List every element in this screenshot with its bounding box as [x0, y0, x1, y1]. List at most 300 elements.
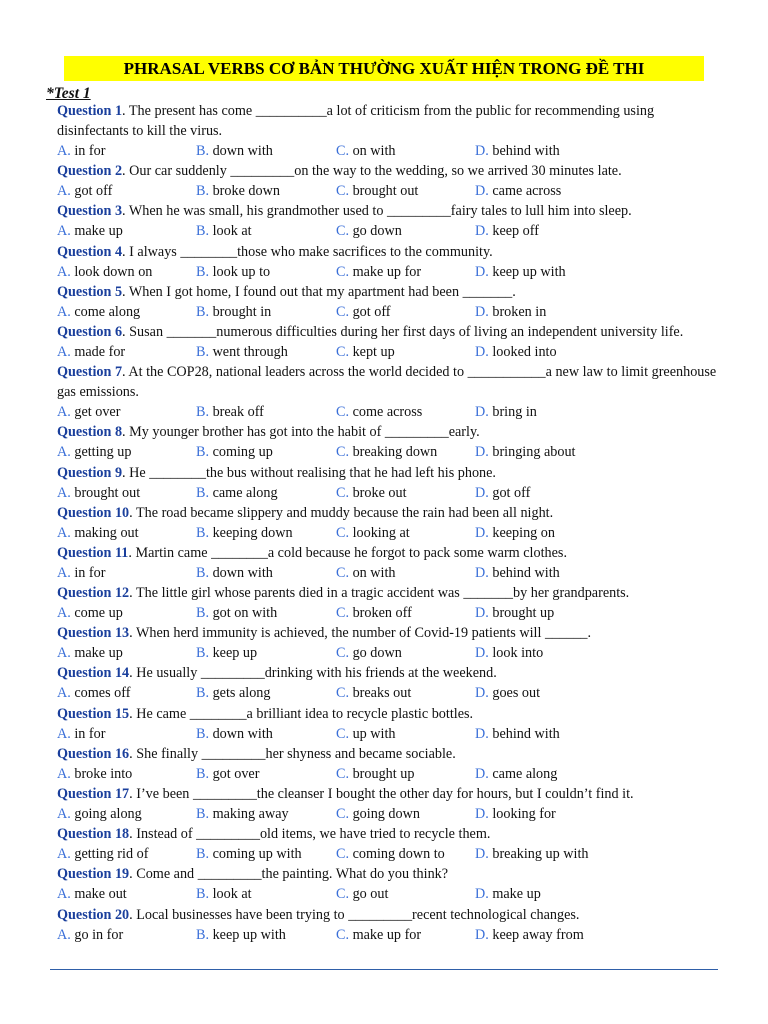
option-letter: C.	[336, 725, 350, 742]
question-number: Question 11	[57, 544, 129, 561]
option-letter: B.	[196, 343, 210, 360]
question-stem	[57, 704, 722, 724]
option-text: breaking down	[349, 444, 438, 461]
option-text: down with	[209, 725, 273, 742]
option-letter: C.	[336, 806, 350, 822]
option-text: break off	[209, 404, 264, 421]
option-letter: A.	[57, 223, 71, 240]
question-text: . The present has come __________a lot of criticism from the public for recommending using disinfectants to kill the virus.	[57, 103, 655, 139]
option-letter: D.	[475, 263, 489, 280]
question-item	[57, 663, 722, 703]
option-a	[57, 884, 127, 904]
answer-options	[57, 925, 722, 945]
answer-options	[57, 302, 722, 322]
question-number: Question 16	[57, 745, 130, 762]
option-text: behind with	[488, 143, 560, 159]
option-b	[196, 804, 289, 824]
option-text: make out	[70, 886, 127, 903]
option-letter: C.	[336, 263, 350, 280]
question-number: Question 18	[57, 826, 130, 843]
document-title: PHRASAL VERBS CƠ BẢN THƯỜNG XUẤT HIỆN TRONG ĐỀ THI	[64, 56, 704, 81]
question-item	[57, 101, 722, 161]
option-letter: A.	[57, 303, 71, 320]
question-item	[57, 201, 722, 241]
option-b	[196, 442, 273, 462]
option-text: on with	[349, 564, 396, 581]
option-c	[336, 844, 445, 864]
option-b	[196, 884, 252, 904]
option-text: got off	[488, 484, 531, 501]
option-text: came along	[209, 484, 278, 501]
question-stem	[57, 784, 722, 804]
option-d	[475, 262, 566, 282]
question-text: . My younger brother has got into the habit of _________early.	[122, 424, 480, 441]
option-letter: C.	[336, 765, 350, 782]
answer-options	[57, 262, 722, 282]
option-letter: D.	[475, 886, 489, 903]
option-text: going down	[349, 806, 420, 822]
option-c	[336, 603, 412, 623]
answer-options	[57, 603, 722, 623]
option-b	[196, 221, 252, 241]
option-text: goes out	[488, 685, 541, 702]
option-a	[57, 683, 130, 703]
question-text: . He came ________a brilliant idea to recycle plastic bottles.	[129, 705, 474, 722]
option-letter: A.	[57, 183, 71, 200]
option-letter: B.	[196, 926, 210, 943]
question-stem	[57, 824, 722, 844]
question-number: Question 19	[57, 866, 130, 883]
option-a	[57, 925, 123, 945]
question-stem	[57, 201, 722, 221]
question-stem	[57, 623, 722, 643]
option-b	[196, 563, 273, 583]
option-text: made for	[70, 343, 126, 360]
option-text: coming up	[209, 444, 273, 461]
option-c	[336, 764, 414, 784]
question-text: . Martin came ________a cold because he forgot to pack some warm clothes.	[128, 544, 567, 561]
option-b	[196, 523, 293, 543]
question-text: . When I got home, I found out that my apartment had been _______.	[122, 283, 516, 300]
option-text: keeping down	[209, 524, 293, 541]
option-text: kept up	[349, 343, 395, 360]
question-stem	[57, 583, 722, 603]
option-letter: D.	[475, 223, 489, 240]
option-letter: A.	[57, 806, 71, 822]
question-number: Question 2	[57, 163, 123, 180]
option-text: look down on	[70, 263, 153, 280]
question-text: . The little girl whose parents died in a tragic accident was _______by her grandparents.	[129, 585, 630, 602]
option-text: go in for	[70, 926, 124, 943]
option-letter: D.	[475, 343, 489, 360]
option-text: broken in	[488, 303, 547, 320]
option-letter: C.	[336, 645, 350, 662]
question-item	[57, 784, 722, 824]
option-letter: B.	[196, 806, 210, 822]
answer-options	[57, 563, 722, 583]
option-d	[475, 884, 541, 904]
option-text: make up	[70, 223, 123, 240]
option-text: come along	[70, 303, 141, 320]
option-text: brought up	[488, 605, 555, 622]
question-stem	[57, 864, 722, 884]
question-text: . Local businesses have been trying to _________recent technological changes.	[129, 906, 580, 923]
option-letter: D.	[475, 444, 489, 461]
option-text: look at	[209, 886, 252, 903]
option-c	[336, 302, 391, 322]
option-d	[475, 442, 576, 462]
answer-options	[57, 221, 722, 241]
option-text: make up for	[349, 926, 422, 943]
option-c	[336, 563, 396, 583]
option-text: come across	[349, 404, 423, 421]
option-text: up with	[349, 725, 396, 742]
question-text: . He usually _________drinking with his friends at the weekend.	[129, 665, 497, 682]
answer-options	[57, 844, 722, 864]
option-a	[57, 342, 125, 362]
option-text: comes off	[70, 685, 131, 702]
option-text: making out	[70, 524, 139, 541]
answer-options	[57, 141, 722, 161]
option-letter: D.	[475, 524, 489, 541]
answer-options	[57, 724, 722, 744]
question-number: Question 12	[57, 585, 130, 602]
option-text: looking at	[349, 524, 410, 541]
option-letter: A.	[57, 605, 71, 622]
question-text: . She finally _________her shyness and became sociable.	[129, 745, 456, 762]
question-item	[57, 503, 722, 543]
option-letter: D.	[475, 605, 489, 622]
option-letter: D.	[475, 725, 489, 742]
option-letter: D.	[475, 806, 489, 822]
option-d	[475, 221, 539, 241]
question-text: . Susan _______numerous difficulties during her first days of living an independent university life.	[122, 323, 684, 340]
option-text: behind with	[488, 564, 560, 581]
question-item	[57, 282, 722, 322]
question-text: . Come and _________the painting. What do you think?	[129, 866, 449, 883]
option-d	[475, 563, 560, 583]
option-letter: D.	[475, 765, 489, 782]
option-letter: C.	[336, 605, 350, 622]
question-number: Question 14	[57, 665, 130, 682]
option-d	[475, 483, 530, 503]
question-number: Question 13	[57, 625, 130, 642]
answer-options	[57, 181, 722, 201]
option-letter: A.	[57, 564, 71, 581]
option-text: keeping on	[488, 524, 555, 541]
question-number: Question 7	[57, 364, 123, 381]
option-text: went through	[209, 343, 288, 360]
option-text: got on with	[209, 605, 278, 622]
option-a	[57, 483, 140, 503]
test-label: *Test 1	[46, 85, 91, 102]
option-c	[336, 342, 395, 362]
option-text: coming up with	[209, 846, 302, 863]
question-number: Question 5	[57, 283, 123, 300]
question-stem	[57, 503, 722, 523]
question-item	[57, 704, 722, 744]
option-letter: D.	[475, 564, 489, 581]
question-item	[57, 322, 722, 362]
option-a	[57, 302, 140, 322]
option-text: down with	[209, 564, 273, 581]
option-letter: D.	[475, 183, 489, 200]
option-letter: B.	[196, 685, 210, 702]
option-letter: C.	[336, 685, 350, 702]
option-letter: B.	[196, 524, 210, 541]
question-stem	[57, 362, 722, 402]
option-b	[196, 764, 259, 784]
option-b	[196, 181, 280, 201]
option-text: got off	[70, 183, 113, 200]
option-letter: C.	[336, 223, 350, 240]
option-letter: B.	[196, 484, 210, 501]
option-letter: B.	[196, 263, 210, 280]
option-b	[196, 402, 264, 422]
option-b	[196, 844, 302, 864]
option-d	[475, 141, 560, 161]
option-c	[336, 643, 402, 663]
question-number: Question 17	[57, 786, 130, 802]
option-text: look at	[209, 223, 252, 240]
option-letter: C.	[336, 846, 350, 863]
option-letter: A.	[57, 846, 71, 863]
option-a	[57, 221, 123, 241]
question-item	[57, 362, 722, 422]
option-letter: C.	[336, 926, 350, 943]
option-letter: C.	[336, 524, 350, 541]
question-item	[57, 543, 722, 583]
question-stem	[57, 422, 722, 442]
option-a	[57, 523, 139, 543]
option-text: go down	[349, 645, 402, 662]
question-item	[57, 422, 722, 462]
option-text: go out	[349, 886, 389, 903]
answer-options	[57, 804, 722, 824]
option-letter: A.	[57, 926, 71, 943]
option-b	[196, 683, 270, 703]
option-d	[475, 302, 546, 322]
option-d	[475, 683, 540, 703]
question-number: Question 10	[57, 504, 130, 521]
option-a	[57, 563, 105, 583]
question-text: . When herd immunity is achieved, the number of Covid-19 patients will ______.	[129, 625, 592, 642]
option-letter: B.	[196, 605, 210, 622]
option-letter: B.	[196, 183, 210, 200]
option-text: bring in	[488, 404, 537, 421]
option-c	[336, 483, 407, 503]
option-text: get over	[70, 404, 121, 421]
option-letter: A.	[57, 685, 71, 702]
question-number: Question 4	[57, 243, 123, 260]
option-text: on with	[349, 143, 396, 159]
question-stem	[57, 463, 722, 483]
option-b	[196, 141, 273, 161]
option-letter: B.	[196, 444, 210, 461]
option-letter: B.	[196, 143, 210, 159]
option-text: bringing about	[488, 444, 576, 461]
option-text: brought up	[349, 765, 415, 782]
option-letter: A.	[57, 263, 71, 280]
option-text: down with	[209, 143, 273, 159]
option-a	[57, 764, 132, 784]
option-d	[475, 181, 561, 201]
option-letter: C.	[336, 303, 350, 320]
option-letter: A.	[57, 725, 71, 742]
option-letter: B.	[196, 725, 210, 742]
option-letter: A.	[57, 645, 71, 662]
option-letter: A.	[57, 484, 71, 501]
option-d	[475, 603, 554, 623]
option-c	[336, 523, 410, 543]
question-text: . When he was small, his grandmother used to _________fairy tales to lull him into sleep.	[122, 203, 632, 220]
question-text: . At the COP28, national leaders across the world decided to ___________a new law to limit greenhouse gas emissions.	[57, 364, 717, 401]
option-b	[196, 262, 270, 282]
option-letter: D.	[475, 143, 489, 159]
option-c	[336, 221, 402, 241]
option-a	[57, 643, 123, 663]
option-letter: B.	[196, 886, 210, 903]
question-text: . He ________the bus without realising that he had left his phone.	[122, 464, 496, 481]
question-item	[57, 905, 722, 945]
option-letter: D.	[475, 926, 489, 943]
option-letter: A.	[57, 524, 71, 541]
option-letter: B.	[196, 404, 210, 421]
option-text: in for	[70, 725, 106, 742]
option-c	[336, 724, 396, 744]
option-text: coming down to	[349, 846, 445, 863]
answer-options	[57, 683, 722, 703]
question-stem	[57, 322, 722, 342]
option-text: came across	[488, 183, 562, 200]
option-letter: B.	[196, 645, 210, 662]
answer-options	[57, 523, 722, 543]
answer-options	[57, 483, 722, 503]
option-b	[196, 483, 278, 503]
question-text: . The road became slippery and muddy because the rain had been all night.	[129, 504, 554, 521]
option-letter: B.	[196, 303, 210, 320]
option-d	[475, 724, 560, 744]
option-text: broke down	[209, 183, 280, 200]
question-item	[57, 463, 722, 503]
answer-options	[57, 442, 722, 462]
option-letter: D.	[475, 645, 489, 662]
question-item	[57, 864, 722, 904]
option-text: look into	[488, 645, 544, 662]
option-text: come up	[70, 605, 123, 622]
option-text: making away	[209, 806, 289, 822]
option-d	[475, 643, 543, 663]
option-letter: C.	[336, 404, 350, 421]
question-stem	[57, 663, 722, 683]
question-stem	[57, 242, 722, 262]
option-text: looking for	[488, 806, 556, 822]
option-b	[196, 925, 286, 945]
question-number: Question 3	[57, 203, 123, 220]
option-letter: D.	[475, 846, 489, 863]
option-letter: C.	[336, 444, 350, 461]
option-letter: A.	[57, 444, 71, 461]
answer-options	[57, 884, 722, 904]
answer-options	[57, 764, 722, 784]
answer-options	[57, 402, 722, 422]
option-b	[196, 342, 288, 362]
option-text: broke out	[349, 484, 407, 501]
option-text: in for	[70, 143, 106, 159]
question-item	[57, 623, 722, 663]
option-b	[196, 643, 257, 663]
option-d	[475, 342, 557, 362]
question-stem	[57, 101, 722, 141]
answer-options	[57, 342, 722, 362]
option-text: keep off	[488, 223, 539, 240]
option-a	[57, 442, 131, 462]
option-text: came along	[488, 765, 558, 782]
option-text: look up to	[209, 263, 271, 280]
option-text: got off	[349, 303, 391, 320]
option-d	[475, 844, 588, 864]
option-c	[336, 804, 420, 824]
option-b	[196, 603, 277, 623]
option-letter: D.	[475, 685, 489, 702]
option-text: keep up	[209, 645, 258, 662]
option-text: breaks out	[349, 685, 412, 702]
option-text: keep up with	[209, 926, 286, 943]
option-a	[57, 262, 152, 282]
question-item	[57, 744, 722, 784]
option-letter: B.	[196, 564, 210, 581]
answer-options	[57, 643, 722, 663]
option-text: breaking up with	[488, 846, 589, 863]
option-text: make up	[70, 645, 123, 662]
question-number: Question 6	[57, 323, 123, 340]
option-c	[336, 884, 388, 904]
question-number: Question 20	[57, 906, 130, 923]
option-b	[196, 724, 273, 744]
option-a	[57, 603, 123, 623]
option-text: got over	[209, 765, 260, 782]
question-text: . Instead of _________old items, we have tried to recycle them.	[129, 826, 491, 843]
question-number: Question 1	[57, 103, 123, 119]
question-number: Question 15	[57, 705, 130, 722]
question-item	[57, 161, 722, 201]
question-item	[57, 583, 722, 623]
question-stem	[57, 744, 722, 764]
option-letter: D.	[475, 484, 489, 501]
question-stem	[57, 905, 722, 925]
option-a	[57, 402, 120, 422]
question-stem	[57, 161, 722, 181]
option-d	[475, 764, 557, 784]
option-c	[336, 442, 437, 462]
option-c	[336, 683, 411, 703]
option-text: make up for	[349, 263, 422, 280]
option-c	[336, 181, 418, 201]
option-letter: B.	[196, 223, 210, 240]
option-text: broke into	[70, 765, 133, 782]
question-stem	[57, 282, 722, 302]
option-text: keep away from	[488, 926, 584, 943]
option-letter: D.	[475, 303, 489, 320]
option-letter: B.	[196, 846, 210, 863]
option-c	[336, 141, 396, 161]
option-letter: B.	[196, 765, 210, 782]
question-text: . Our car suddenly _________on the way to the wedding, so we arrived 30 minutes late.	[122, 163, 622, 180]
option-text: go down	[349, 223, 402, 240]
question-item	[57, 242, 722, 282]
option-text: gets along	[209, 685, 271, 702]
option-letter: C.	[336, 343, 350, 360]
